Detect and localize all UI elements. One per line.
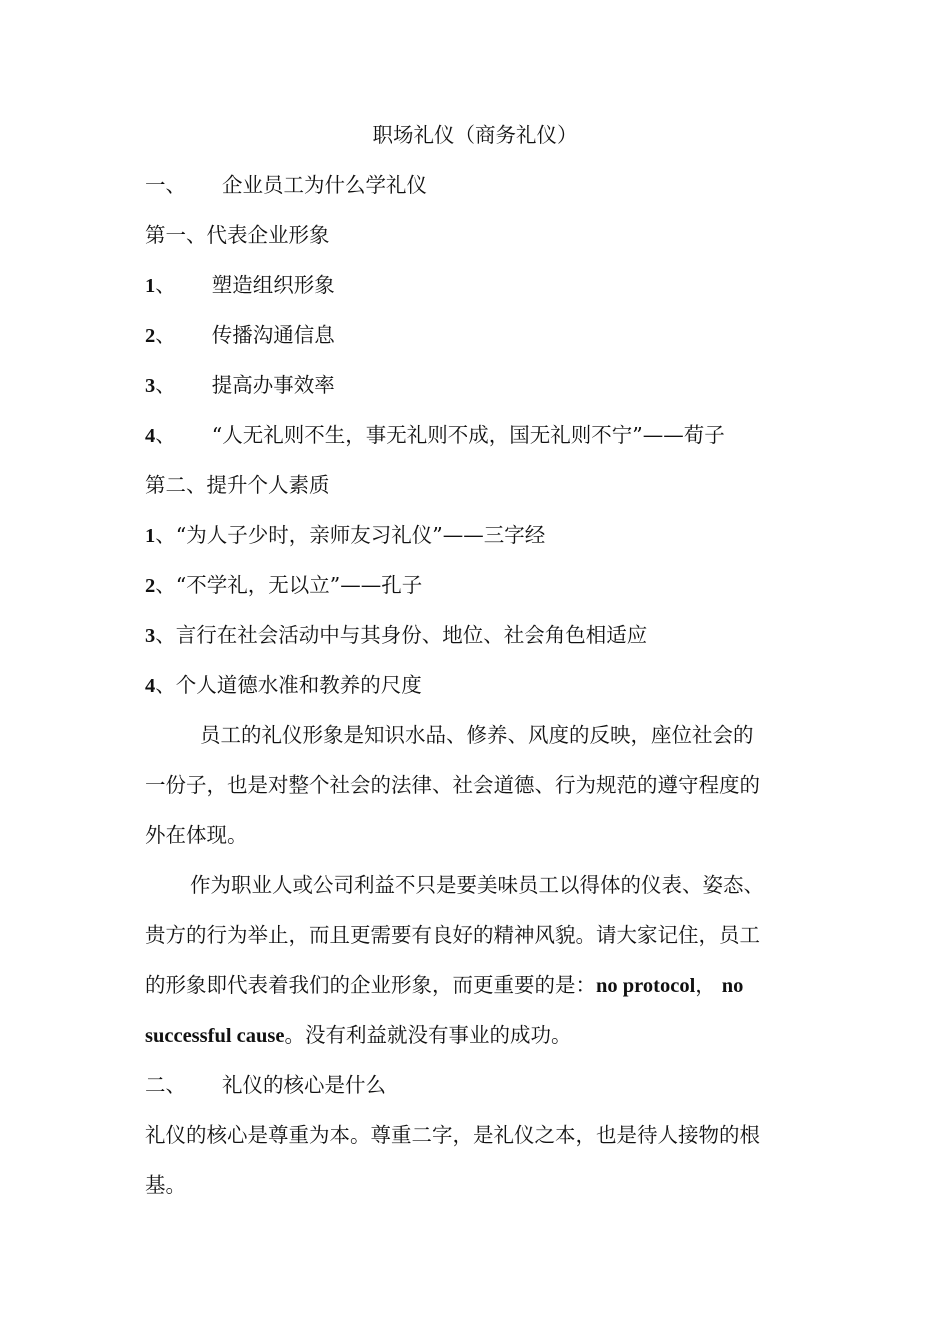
- item-number: 1: [145, 275, 156, 297]
- item-number: 1: [145, 525, 156, 547]
- part1-item-4: [145, 422, 810, 449]
- part1-item-3: [145, 372, 810, 399]
- section2-heading: 礼仪的核心是什么: [222, 1073, 386, 1097]
- item-number: 4: [145, 425, 156, 447]
- part1-heading: 第一、代表企业形象: [145, 223, 330, 247]
- item-text: 个人道德水准和教养的尺度: [175, 673, 422, 697]
- document-title: 职场礼仪（商务礼仪）: [372, 123, 578, 147]
- paragraph1-line3: 外在体现。: [145, 823, 248, 847]
- item-separator: 、: [155, 623, 176, 647]
- item-separator: 、: [155, 423, 176, 447]
- part2-item-2: [145, 572, 810, 599]
- section1-heading-line: [145, 172, 810, 198]
- item-separator: 、: [155, 323, 176, 347]
- section1-heading: 企业员工为什么学礼仪: [222, 173, 427, 197]
- part2-item-4: [145, 672, 810, 699]
- paragraph1-line2: 一份子，也是对整个社会的法律、社会道德、行为规范的遵守程度的: [145, 773, 760, 797]
- phrase-no-protocol: no protocol: [596, 975, 696, 997]
- part1-item-2: [145, 322, 810, 349]
- section2-marker: 二、: [145, 1073, 186, 1097]
- part2-heading: 第二、提升个人素质: [145, 473, 330, 497]
- item-separator: 、: [155, 373, 176, 397]
- item-number: 3: [145, 625, 156, 647]
- paragraph2-line3-text: 的形象即代表着我们的企业形象，而更重要的是：: [145, 973, 596, 997]
- part2-item-1: [145, 522, 810, 549]
- item-separator: 、: [155, 273, 176, 297]
- paragraph2-line1: 作为职业人或公司利益不只是要美味员工以得体的仪表、姿态、: [190, 873, 764, 897]
- paragraph2-line4-text: 。没有利益就没有事业的成功。: [284, 1023, 572, 1047]
- item-number: 4: [145, 675, 156, 697]
- item-separator: 、: [155, 523, 176, 547]
- item-number: 2: [145, 325, 156, 347]
- paragraph1-line1: 员工的礼仪形象是知识水品、修养、风度的反映，座位社会的: [200, 723, 754, 747]
- item-text: 传播沟通信息: [211, 323, 335, 347]
- paragraph3-line1: 礼仪的核心是尊重为本。尊重二字，是礼仪之本，也是待人接物的根: [145, 1123, 760, 1147]
- comma: ，: [695, 973, 716, 997]
- item-text: “为人子少时，亲师友习礼仪”——三字经: [175, 523, 546, 547]
- part1-item-1: [145, 272, 810, 299]
- part2-item-3: [145, 622, 810, 649]
- item-number: 3: [145, 375, 156, 397]
- item-number: 2: [145, 575, 156, 597]
- paragraph2-line2: 贵方的行为举止，而且更需要有良好的精神风貌。请大家记住，员工: [145, 923, 760, 947]
- item-text: “人无礼则不生，事无礼则不成，国无礼则不宁”——荀子: [211, 423, 725, 447]
- paragraph3-line2: 基。: [145, 1173, 186, 1197]
- item-text: 言行在社会活动中与其身份、地位、社会角色相适应: [175, 623, 648, 647]
- phrase-successful-cause: successful cause: [145, 1025, 285, 1047]
- phrase-no: no: [721, 975, 744, 997]
- item-separator: 、: [155, 573, 176, 597]
- item-text: “不学礼，无以立”——孔子: [175, 573, 423, 597]
- paragraph2-line3: [145, 972, 810, 999]
- item-text: 提高办事效率: [211, 373, 335, 397]
- section1-marker: 一、: [145, 173, 186, 197]
- section2-heading-line: [145, 1072, 810, 1098]
- item-text: 塑造组织形象: [211, 273, 335, 297]
- item-separator: 、: [155, 673, 176, 697]
- paragraph2-line4: [145, 1022, 810, 1049]
